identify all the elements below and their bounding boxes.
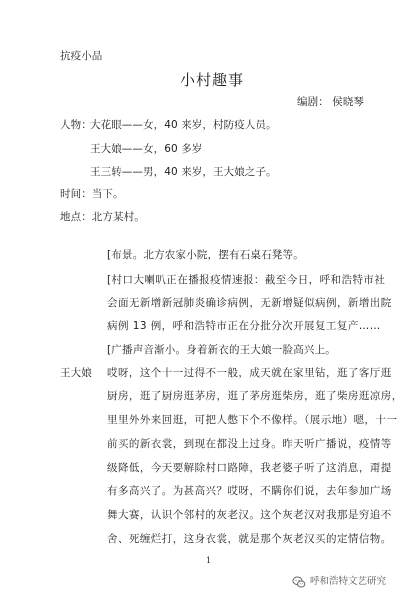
place-line: 地点：北方某村。 xyxy=(60,211,145,223)
character-line-1: 大花眼——女，40 来岁，村防疫人员。 xyxy=(90,119,277,131)
speaker-name: 王大娘 xyxy=(60,367,92,379)
dialogue-line: 舞大赛，认识个邻村的灰老汉。这个灰老汉对我那是穷追不 xyxy=(107,509,392,521)
wechat-icon xyxy=(292,575,306,589)
dialogue-line: 前买的新衣裳，到现在都没上过身。昨天听广播说，疫情等 xyxy=(107,438,392,450)
dialogue-line: 舍、死缠烂打，这身衣裳，就是那个灰老汉买的定情信物。 xyxy=(107,533,392,545)
characters-label: 人物： xyxy=(60,119,92,131)
stage-direction-2: [村口大喇叭正在播报疫情速报：截至今日，呼和浩特市社 xyxy=(107,274,386,286)
dialogue-line: 哎呀，这个十一过得不一般，成天就在家里钻，逛了客厅逛 xyxy=(107,367,392,379)
dialogue-line: 级降低，今天要解除村口路障，我老婆子听了这消息，甭提 xyxy=(107,462,392,474)
dialogue-line: 里里外外来回逛，可把人憋下个不像样。（展示地）嗯，十一 xyxy=(107,414,398,426)
page-number: 1 xyxy=(206,556,212,565)
stage-direction-1: [布景。北方农家小院，摆有石桌石凳等。 xyxy=(107,249,304,261)
stage-direction-4: 病例 13 例，呼和浩特市正在分批分次开展复工复产…… xyxy=(107,320,381,332)
stage-direction-3: 会面无新增新冠肺炎确诊病例，无新增疑似病例，新增出院 xyxy=(107,297,392,309)
watermark xyxy=(292,575,386,589)
character-line-3: 王三转——男，40 来岁，王大娘之子。 xyxy=(90,166,277,178)
character-line-2: 王大娘——女，60 多岁 xyxy=(90,143,203,155)
watermark-text: 呼和浩特文艺研究 xyxy=(310,576,387,587)
dialogue-line: 有多高兴了。为甚高兴？哎呀，不瞒你们说，去年参加广场 xyxy=(107,485,392,497)
dialogue-line: 厨房，逛了厨房逛茅房，逛了茅房逛柴房，逛了柴房逛凉房， xyxy=(107,390,403,402)
author-line: 编剧： 侯晓琴 xyxy=(297,96,365,108)
stage-direction-5: [广播声音渐小。身着新衣的王大娘一脸高兴上。 xyxy=(107,344,336,356)
time-line: 时间：当下。 xyxy=(60,188,124,200)
page-title: 小村趣事 xyxy=(180,71,245,89)
category-label: 抗疫小品 xyxy=(60,50,103,62)
